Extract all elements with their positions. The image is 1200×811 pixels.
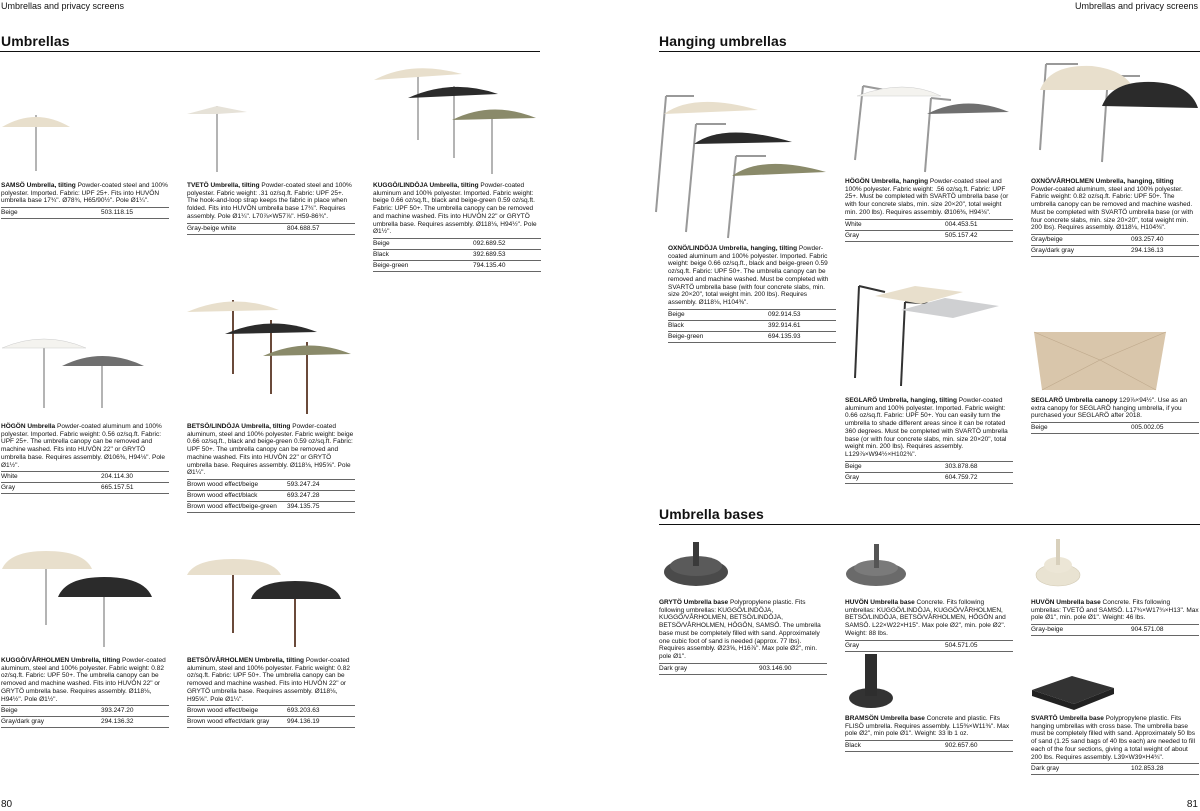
variant-table bbox=[187, 479, 355, 513]
variant-row: Gray 604.759.72 bbox=[845, 473, 1013, 484]
running-header-left: Umbrellas and privacy screens bbox=[1, 1, 125, 11]
product-kuggo-lindoja bbox=[373, 182, 541, 272]
variant-row: Beige-green 794.135.40 bbox=[373, 261, 541, 272]
variant-table bbox=[1, 705, 169, 728]
variant-row: Brown wood effect/beige 693.203.63 bbox=[187, 706, 355, 717]
kuggo-umbrella-image bbox=[372, 62, 542, 177]
product-title: HÖGÖN Umbrella, hanging bbox=[845, 178, 929, 185]
variant-row: Black 392.689.53 bbox=[373, 250, 541, 261]
product-title: SVARTÖ Umbrella base bbox=[1031, 715, 1104, 722]
variant-row: Dark gray 903.146.90 bbox=[659, 664, 827, 675]
bramson-base-image bbox=[845, 652, 905, 712]
betso-umbrella-image bbox=[185, 292, 355, 417]
svarto-base-image bbox=[1028, 672, 1118, 710]
product-betso-varholmen bbox=[187, 657, 355, 728]
product-description: Concrete. Fits following umbrellas: KUGGÖ/LINDÖJA, KUGGÖ/VÅRHOLMEN, BETSÖ/LINDÖJA, BETSÖ/VÅRHOLMEN, HÖGÖN and SAMSÖ. L22×W22×H15". Max pole Ø2", min. pole Ø2". Weight: 88 lbs. bbox=[845, 599, 1006, 637]
variant-row: Brown wood effect/beige-green 394.135.75 bbox=[187, 502, 355, 513]
product-title: OXNÖ/VÅRHOLMEN Umbrella, hanging, tilting bbox=[1031, 178, 1174, 185]
variant-table bbox=[1031, 624, 1199, 636]
huvon-22-base-image bbox=[840, 538, 910, 590]
product-oxno-varholmen bbox=[1031, 178, 1199, 257]
product-title: BETSÖ/VÅRHOLMEN Umbrella, tilting bbox=[187, 657, 305, 664]
variant-table bbox=[659, 663, 827, 675]
seglaro-hanging-image bbox=[845, 282, 1005, 390]
variant-row: Gray/beige 093.257.40 bbox=[1031, 235, 1199, 246]
variant-row: Gray 504.571.05 bbox=[845, 641, 1013, 652]
product-description: Powder-coated aluminum and 100% polyester. Imported. Fabric weight: beige 0.66 oz/sq.ft., black and beige-green 0.59 oz/sq.ft. Fabric: UPF 50+. The umbrella canopy can be removed and machine washed. Must be completed with SVARTÖ umbrella base (with four concrete slabs, min. size 20×20", total weight min. 200 lbs). Requires assembly. Ø118⅛, H104⅜". bbox=[668, 245, 829, 306]
variant-row: Dark gray 102.853.28 bbox=[1031, 764, 1199, 775]
section-rule bbox=[659, 524, 1200, 525]
product-description: Concrete and plastic. Fits FLISÖ umbrella. Requires assembly. L15⅜×W11⅜". Max pole Ø2", min pole Ø1". Weight: 33 lb 1 oz. bbox=[845, 715, 1010, 738]
variant-row: Beige 303.878.68 bbox=[845, 462, 1013, 473]
section-title-bases: Umbrella bases bbox=[659, 506, 764, 522]
variant-row: Gray-beige white 804.688.57 bbox=[187, 224, 355, 235]
product-gryto-base bbox=[659, 599, 827, 675]
seglaro-canopy-image bbox=[1030, 330, 1170, 392]
product-title: SAMSÖ Umbrella, tilting bbox=[1, 182, 76, 189]
product-betso-lindoja bbox=[187, 423, 355, 513]
variant-table bbox=[1031, 422, 1199, 434]
product-title: KUGGÖ/VÅRHOLMEN Umbrella, tilting bbox=[1, 657, 121, 664]
variant-table bbox=[1031, 234, 1199, 257]
product-bramson-base bbox=[845, 715, 1013, 752]
product-description: Powder-coated aluminum, steel and 100% polyester. Fabric weight: beige 0.66 oz/sq.ft., black and beige-green 0.59 oz/sq.ft. Fabric: UPF 50+. The umbrella canopy can be removed and machine washed. Fits into HUVÖN 22" or GRYTÖ umbrella base. Requires assembly. Ø118⅛, H95⅝". Pole Ø1¼". bbox=[187, 423, 354, 477]
section-title-umbrellas: Umbrellas bbox=[1, 33, 70, 49]
variant-row: Beige 092.914.53 bbox=[668, 310, 836, 321]
product-description: Polypropylene plastic. Fits hanging umbrellas with cross base. The umbrella base must be completely filled with sand. Approximately 50 lbs of sand (1.25 sand bags of 40 lbs each) are needed to fill each of the four sections, giving a total weight of about 200 lbs. Requires assembly. L39×W39×H4¾". bbox=[1031, 715, 1196, 761]
hogon-hanging-image bbox=[845, 80, 1015, 175]
betso-varholmen-umbrella-image bbox=[185, 555, 345, 650]
tveto-umbrella-image bbox=[185, 100, 255, 175]
product-description: Powder-coated steel and 100% polyester. Fabric weight: .56 oz/sq.ft. Fabric: UPF 25+. Must be completed with SVARTÖ umbrella base (or with four concrete slabs, min. size 20×20", total weight min. 200 lbs). Requires assembly. Ø106⅜, H94⅛". bbox=[845, 178, 1009, 216]
page-number-left: 80 bbox=[1, 799, 13, 810]
variant-row: Beige 503.118.15 bbox=[1, 208, 169, 219]
product-tveto bbox=[187, 182, 355, 235]
variant-row: Brown wood effect/beige 593.247.24 bbox=[187, 480, 355, 491]
section-rule bbox=[0, 51, 540, 52]
variant-row: Beige 005.002.05 bbox=[1031, 423, 1199, 434]
variant-table bbox=[845, 640, 1013, 652]
kuggo-varholmen-umbrella-image bbox=[0, 545, 160, 650]
oxno-lindoja-hanging-image bbox=[650, 88, 830, 240]
variant-table bbox=[845, 219, 1013, 242]
variant-table bbox=[845, 740, 1013, 752]
product-description: Powder-coated aluminum, steel and 100% polyester. Fabric weight: 0.82 oz/sq.ft. Fabric: UPF 50+. The umbrella canopy can be removed and machine washed. Fits into HUVÖN 22" or GRYTÖ umbrella base. Requires assembly. Ø118⅛, H94½". Pole Ø1½". bbox=[1, 657, 166, 703]
product-title: SEGLARÖ Umbrella canopy bbox=[1031, 397, 1118, 404]
huvon-17-base-image bbox=[1030, 535, 1090, 590]
product-title: HÖGÖN Umbrella bbox=[1, 423, 56, 430]
product-huvon-17-base bbox=[1031, 599, 1199, 636]
product-description: Concrete. Fits following umbrellas: TVETÖ and SAMSÖ. L17¾×W17¾×H13". Max pole Ø1", min. pole Ø1". Weight: 46 lbs. bbox=[1031, 599, 1199, 622]
product-title: SEGLARÖ Umbrella, hanging, tilting bbox=[845, 397, 957, 404]
product-description: Powder-coated aluminum, steel and 100% polyester. Fabric weight: 0.82 oz/sq.ft. Fabric: UPF 50+. The umbrella canopy can be removed and machine washed. Fits into HUVÖN 22" or GRYTÖ umbrella base. Requires assembly. Ø118⅛, H95⅝". Pole Ø1¼". bbox=[187, 657, 350, 703]
product-title: OXNÖ/LINDÖJA Umbrella, hanging, tilting bbox=[668, 245, 798, 252]
product-title: BRAMSÖN Umbrella base bbox=[845, 715, 925, 722]
variant-row: Beige 092.689.52 bbox=[373, 239, 541, 250]
product-oxno-lindoja bbox=[668, 245, 836, 343]
variant-table bbox=[1, 207, 169, 219]
variant-row: Gray 505.157.42 bbox=[845, 231, 1013, 242]
product-title: TVETÖ Umbrella, tilting bbox=[187, 182, 260, 189]
product-huvon-22-base bbox=[845, 599, 1013, 652]
variant-row: Brown wood effect/dark gray 994.136.19 bbox=[187, 717, 355, 728]
product-description: Powder-coated aluminum and 100% polyester. Imported. Fabric weight: 0.56 oz/sq.ft. Fabric: UPF 25+. The umbrella canopy can be removed and machine washed. Fits into HUVÖN 22" or GRYTÖ umbrella base. Requires assembly. Ø106⅜, H94⅛". Pole Ø1½". bbox=[1, 423, 166, 469]
variant-table bbox=[373, 238, 541, 272]
product-title: HUVÖN Umbrella base bbox=[845, 599, 915, 606]
product-description: Powder-coated aluminum and 100% polyester. Imported. Fabric weight: 0.66 oz/sq.ft. Fabric: UPF 50+. You can easily turn the umbrella to shade different areas since it can be rotated 360 degrees. Must be completed with SVARTÖ umbrella base (or with four concrete slabs, min. size 20×20", total weight min. 200 lbs). Requires assembly. L129⅞×W94½×H102⅜". bbox=[845, 397, 1008, 458]
product-description: Polypropylene plastic. Fits following umbrellas: KUGGÖ/LINDÖJA, KUGGÖ/VÅRHOLMEN, BETSÖ/LINDÖJA, BETSÖ/VÅRHOLMEN, HÖGÖN, SAMSÖ. The umbrella base must be completely filled with sand. Approximately one cubic foot of sand is needed (approx. 77 lbs). Requires assembly. Ø23⅝, H16⅞". Max pole Ø2", min. pole Ø1". bbox=[659, 599, 821, 660]
variant-row: White 004.453.51 bbox=[845, 220, 1013, 231]
product-svarto-base bbox=[1031, 715, 1199, 775]
product-seglaro-canopy bbox=[1031, 397, 1199, 434]
product-kuggo-varholmen bbox=[1, 657, 169, 728]
product-description: Powder-coated aluminum, steel and 100% polyester. Fabric weight: 0.82 oz/sq.ft. Fabric: UPF 50+. The umbrella canopy can be removed and machine washed. Must be completed with SVARTÖ umbrella base (or with four concrete slabs, min. size 20×20", total weight min. 200 lbs). Requires assembly. Ø118⅛, H104⅜". bbox=[1031, 185, 1193, 232]
product-title: KUGGÖ/LINDÖJA Umbrella, tilting bbox=[373, 182, 479, 189]
variant-table bbox=[187, 223, 355, 235]
product-description: Powder-coated steel and 100% polyester. Imported. Fabric: UPF 25+. Fits into HUVÖN umbrella base 17¾". Ø78¾, H65/90½". Pole Ø1¼". bbox=[1, 182, 168, 205]
product-hogon-hanging bbox=[845, 178, 1013, 242]
variant-row: Gray 665.157.51 bbox=[1, 483, 169, 494]
product-description: Powder-coated steel and 100% polyester. Fabric weight: .31 oz/sq.ft. Fabric: UPF 25+. The hook-and-loop strap keeps the fabric in place when folded. Fits into HUVÖN umbrella base 17¾". Requires assembly. Pole Ø1¼". L70⅞×W57⅞". H59-86¾". bbox=[187, 182, 352, 220]
variant-row: Gray/dark gray 294.136.32 bbox=[1, 717, 169, 728]
section-rule bbox=[659, 51, 1200, 52]
variant-table bbox=[668, 309, 836, 343]
page-number-right: 81 bbox=[1186, 799, 1198, 810]
gryto-base-image bbox=[660, 532, 730, 592]
product-description: Powder-coated aluminum and 100% polyester. Imported. Fabric weight: beige 0.66 oz/sq.ft., black and beige-green 0.59 oz/sq.ft. Fabric: UPF 50+. The umbrella canopy can be removed and machine washed. Fits into HUVÖN 22" or GRYTÖ umbrella base. Requires assembly. Ø118⅛, H94½". Pole Ø1½". bbox=[373, 182, 537, 236]
product-title: HUVÖN Umbrella base bbox=[1031, 599, 1101, 606]
product-title: GRYTÖ Umbrella base bbox=[659, 599, 729, 606]
oxno-varholmen-hanging-image bbox=[1030, 60, 1200, 165]
variant-table bbox=[1, 471, 169, 494]
product-hogon bbox=[1, 423, 169, 494]
running-header-right: Umbrellas and privacy screens bbox=[1074, 1, 1198, 11]
section-title-hanging: Hanging umbrellas bbox=[659, 33, 787, 49]
product-description: 129⅞×94½". Use as an extra canopy for SEGLARÖ hanging umbrella, if you purchased your SEGLARÖ after 2018. bbox=[1031, 397, 1188, 420]
variant-row: Brown wood effect/black 693.247.28 bbox=[187, 491, 355, 502]
variant-row: Gray-beige 904.571.08 bbox=[1031, 625, 1199, 636]
product-samso bbox=[1, 182, 169, 219]
variant-row: White 204.114.30 bbox=[1, 472, 169, 483]
hogon-umbrella-image bbox=[0, 330, 150, 410]
samso-umbrella-image bbox=[0, 105, 80, 175]
variant-table bbox=[1031, 763, 1199, 775]
variant-row: Gray/dark gray 294.136.13 bbox=[1031, 246, 1199, 257]
variant-table bbox=[187, 705, 355, 728]
variant-row: Beige 393.247.20 bbox=[1, 706, 169, 717]
variant-row: Black 392.914.61 bbox=[668, 321, 836, 332]
variant-row: Black 902.657.60 bbox=[845, 741, 1013, 752]
variant-table bbox=[845, 461, 1013, 484]
variant-row: Beige-green 694.135.93 bbox=[668, 332, 836, 343]
product-seglaro-hanging bbox=[845, 397, 1013, 484]
product-title: BETSÖ/LINDÖJA Umbrella, tilting bbox=[187, 423, 291, 430]
